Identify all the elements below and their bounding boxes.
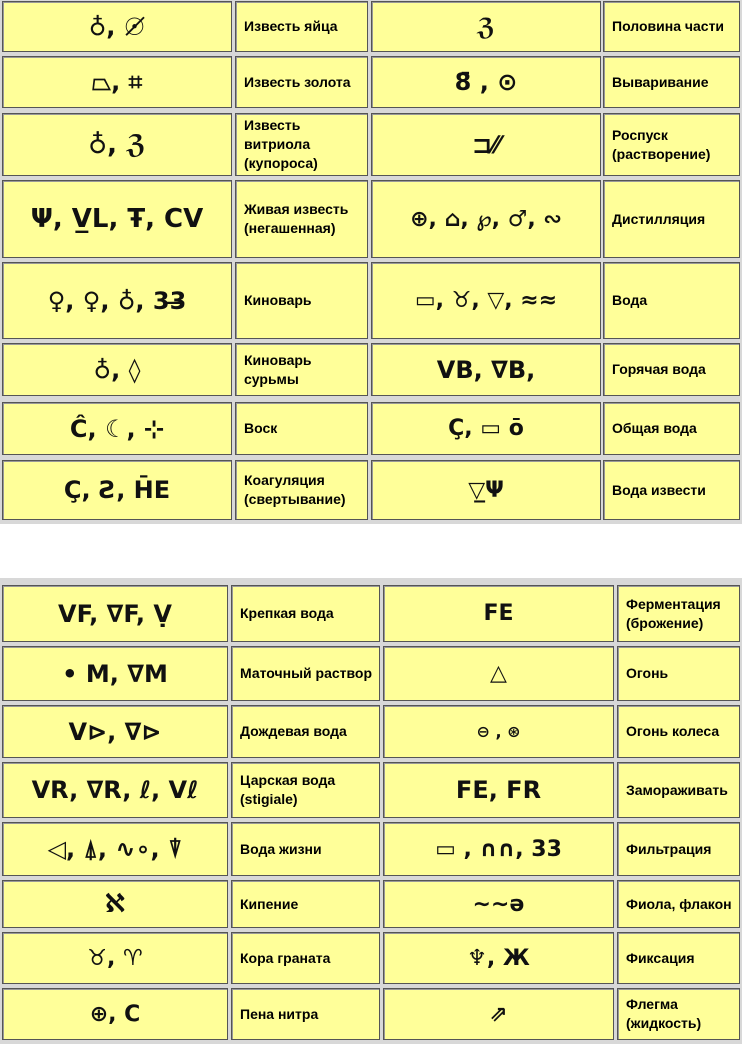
term-label-text: Коагуляция (свертывание) [244, 472, 346, 507]
alchemy-symbol-icon-text: VB, ∇B, [436, 355, 536, 384]
term-label-text: Флегма (жидкость) [626, 996, 702, 1031]
term-label [617, 585, 740, 642]
alchemy-symbol-icon-text: ▽̲Ψ [468, 477, 504, 503]
alchemy-symbol-icon [2, 460, 232, 520]
term-label [235, 180, 368, 258]
term-label [603, 113, 740, 176]
alchemy-symbol-icon [2, 56, 232, 108]
term-label-text: Фиксация [626, 949, 695, 966]
alchemy-symbol-icon [371, 460, 601, 520]
alchemy-symbol-icon-text: ♁, ☉̸ [88, 12, 146, 41]
alchemy-symbol-icon-text: Ç, Ƨ, H̄E [63, 476, 171, 504]
term-label [231, 646, 380, 701]
term-label [235, 262, 368, 339]
alchemy-symbol-icon-text: VF, ∇F, Ṿ [58, 599, 172, 628]
term-label-text: Киноварь [244, 292, 312, 308]
alchemy-symbol-icon-text: ♀, ♀, ♁, 33̶ [47, 286, 187, 315]
term-label [603, 402, 740, 455]
alchemy-symbol-icon-text: ℨ [476, 12, 496, 41]
term-label-text: Дистилляция [612, 210, 706, 227]
alchemy-symbol-icon-text: ♁, ◊ [93, 355, 141, 384]
term-label [231, 585, 380, 642]
term-label [235, 113, 368, 176]
alchemy-symbol-icon [371, 402, 601, 455]
alchemy-symbol-icon [2, 932, 228, 984]
alchemy-symbol-icon [383, 585, 614, 642]
term-label-text: Огонь [626, 665, 669, 681]
alchemy-symbol-icon-text: ⇗ [489, 1001, 508, 1027]
term-label-text: Половина части [612, 18, 725, 34]
term-label [617, 988, 740, 1040]
term-label-text: Замораживать [626, 781, 728, 798]
term-label [617, 705, 740, 758]
alchemy-symbol-icon-text: ℵ [104, 889, 126, 919]
term-label [235, 56, 368, 108]
term-label [617, 932, 740, 984]
alchemy-symbol-icon [2, 762, 228, 818]
term-label-text: Огонь колеса [626, 723, 720, 739]
alchemy-symbol-icon [2, 880, 228, 928]
alchemy-symbol-icon [2, 402, 232, 455]
term-label [603, 262, 740, 339]
term-label [235, 1, 368, 52]
term-label [231, 822, 380, 876]
alchemy-symbol-icon-text: Ĉ, ☾, ⊹ [69, 414, 165, 443]
term-label [231, 705, 380, 758]
term-label-text: Живая известь (негашенная) [244, 201, 349, 236]
term-label-text: Вода извести [612, 481, 706, 498]
alchemy-symbol-icon [371, 180, 601, 258]
term-label-text: Известь яйца [244, 18, 338, 34]
alchemy-symbol-icon [371, 262, 601, 339]
term-label-text: Вываривание [612, 73, 709, 90]
term-label-text: Кипение [240, 895, 299, 912]
alchemy-symbol-icon [2, 113, 232, 176]
term-label [617, 822, 740, 876]
term-label-text: Вода [612, 292, 648, 308]
term-label [603, 343, 740, 396]
alchemy-symbol-icon-text: ♉, ♈ [87, 945, 143, 971]
term-label-text: Горячая вода [612, 361, 706, 377]
term-label [603, 1, 740, 52]
alchemy-symbol-icon-text: ⏢, ⌗ [91, 68, 143, 96]
alchemy-symbol-icon [2, 585, 228, 642]
term-label-text: Крепкая вода [240, 605, 334, 621]
alchemy-symbol-icon [383, 932, 614, 984]
term-label [231, 932, 380, 984]
term-label-text: Царская вода (stigiale) [240, 772, 336, 807]
term-label-text: Известь золота [244, 73, 351, 90]
term-label [235, 343, 368, 396]
alchemy-symbol-icon-text: FE [483, 601, 514, 626]
term-label-text: Воск [244, 420, 278, 436]
alchemy-symbol-icon-text: Ç, ▭ ō [448, 416, 524, 441]
alchemy-symbol-icon-text: △ [490, 661, 507, 686]
alchemy-symbol-icon [2, 1, 232, 52]
term-label [603, 460, 740, 520]
term-label [231, 762, 380, 818]
term-label [617, 880, 740, 928]
alchemy-symbol-icon-text: • M, ∇M [62, 659, 168, 688]
alchemy-symbol-icon-text: ♆, Ж [467, 945, 530, 971]
alchemy-symbol-icon [2, 343, 232, 396]
alchemy-symbol-icon-text: ♁, ℨ [88, 129, 146, 160]
alchemy-symbol-icon [371, 343, 601, 396]
term-label-text: Фиола, флакон [626, 895, 732, 912]
term-label-text: Фильтрация [626, 840, 712, 857]
alchemy-symbol-icon-text: V⊳, ∇⊳ [68, 717, 162, 746]
alchemy-symbol-icon-text: ⊕, ⌂, ℘, ♂, ∾ [410, 206, 562, 232]
term-label-text: Роспуск (растворение) [612, 126, 711, 162]
alchemy-symbols-table-2 [0, 578, 742, 1044]
alchemy-symbol-icon [2, 180, 232, 258]
term-label-text: Кора граната [240, 949, 331, 966]
alchemy-symbol-icon-text: ▭, ♉, ▽, ≈≈ [414, 288, 558, 313]
alchemy-symbol-icon-text: Ψ, V̲L, Ŧ, CV [30, 204, 204, 234]
alchemy-symbol-icon-text: ⊐⁄⁄ [471, 130, 501, 159]
alchemy-symbol-icon-text: ◁, ⍋, ∿∘, ⍒ [47, 835, 183, 863]
alchemy-symbol-icon [2, 646, 228, 701]
alchemy-symbol-icon [383, 880, 614, 928]
term-label [235, 460, 368, 520]
alchemy-symbol-icon [383, 822, 614, 876]
term-label-text: Пена нитра [240, 1005, 319, 1022]
term-label-text: Вода жизни [240, 840, 322, 857]
alchemy-symbol-icon [2, 988, 228, 1040]
alchemy-symbol-icon-text: ▭ , ∩∩, 33 [435, 836, 562, 862]
term-label [231, 880, 380, 928]
term-label [617, 762, 740, 818]
alchemy-symbol-icon [2, 262, 232, 339]
alchemy-symbol-icon [2, 705, 228, 758]
term-label-text: Дождевая вода [240, 723, 347, 739]
term-label [603, 56, 740, 108]
alchemy-symbol-icon-text: ⊖ , ⊛ [476, 722, 521, 741]
term-label-text: Общая вода [612, 420, 697, 436]
term-label [603, 180, 740, 258]
term-label-text: Маточный раствор [240, 665, 373, 681]
alchemy-symbol-icon [2, 822, 228, 876]
term-label [617, 646, 740, 701]
alchemy-symbol-icon [383, 646, 614, 701]
alchemy-symbol-icon [371, 56, 601, 108]
alchemy-symbol-icon [383, 988, 614, 1040]
alchemy-symbol-icon [371, 113, 601, 176]
alchemy-symbol-icon [383, 705, 614, 758]
alchemy-symbol-icon [383, 762, 614, 818]
term-label [231, 988, 380, 1040]
term-label [235, 402, 368, 455]
alchemy-symbol-icon-text: FE, FR [455, 776, 542, 804]
alchemy-symbol-icon-text: ⊕, Ϲ [89, 1001, 141, 1027]
term-label-text: Киноварь сурьмы [244, 351, 312, 387]
term-label-text: Известь витриола (купороса) [244, 117, 318, 171]
alchemy-symbol-icon [371, 1, 601, 52]
alchemy-symbol-icon-text: ∼∼ə [472, 891, 525, 917]
alchemy-symbol-icon-text: VR, ∇R, ℓ, Vℓ [31, 776, 199, 804]
term-label-text: Ферментация (брожение) [626, 595, 721, 631]
alchemy-symbol-icon-text: 8̄ , ⊙ [454, 68, 518, 96]
